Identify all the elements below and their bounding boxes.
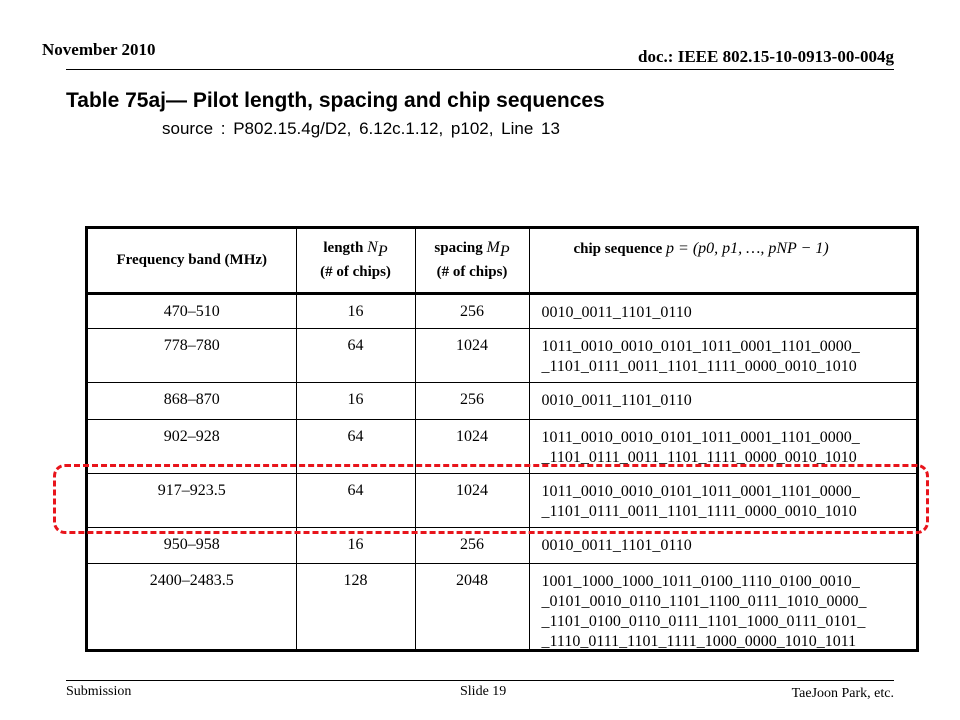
cell-length: 16 — [296, 382, 415, 419]
chip-sequence-line: 0010_0011_1101_0110 — [541, 536, 692, 554]
header-length-unit: (# of chips) — [320, 264, 391, 281]
chip-sequence-line: _1101_0111_0011_1101_1111_0000_0010_1010 — [541, 502, 857, 520]
header-doc-id: doc.: IEEE 802.15-10-0913-00-004g — [638, 47, 894, 66]
header-divider — [66, 69, 894, 70]
footer-author: TaeJoon Park, etc. — [791, 686, 894, 701]
header-chip-formula: p = (p0, p1, …, pNP − 1) — [666, 240, 829, 257]
cell-chip-sequence — [529, 382, 916, 419]
header-chip-sequence — [529, 229, 916, 293]
cell-spacing: 1024 — [415, 473, 529, 527]
header-chip-label: chip sequence — [573, 241, 663, 257]
table-row — [88, 563, 916, 652]
cell-length: 16 — [296, 527, 415, 563]
header-spacing-label: spacing — [434, 240, 483, 257]
table-row — [88, 382, 916, 419]
header-date: November 2010 — [42, 40, 156, 59]
header-frequency-band: Frequency band (MHz) — [88, 229, 296, 293]
cell-length: 16 — [296, 293, 415, 328]
chip-sequence-line: _1110_0111_1101_1111_1000_0000_1010_1011 — [541, 632, 857, 650]
chip-sequence-line: _1101_0100_0110_0111_1101_1000_0111_0101_ — [541, 612, 866, 630]
highlight-box — [53, 464, 929, 534]
chip-sequence-line: _1101_0111_0011_1101_1111_0000_0010_1010 — [541, 357, 857, 375]
footer-slide-number: Slide 19 — [460, 684, 507, 699]
cell-frequency-band: 778–780 — [88, 328, 296, 382]
chip-sequence-line: 1011_0010_0010_0101_1011_0001_1101_0000_ — [541, 482, 860, 500]
cell-length: 64 — [296, 473, 415, 527]
cell-chip-sequence — [529, 328, 916, 382]
cell-chip-sequence — [529, 293, 916, 328]
header-length-symbol: N — [367, 239, 378, 257]
chip-sequence-line: 0010_0011_1101_0110 — [541, 391, 692, 409]
slide-source: source : P802.15.4g/D2, 6.12c.1.12, p102, Line 13 — [162, 119, 560, 138]
cell-spacing: 1024 — [415, 328, 529, 382]
header-length-label: length — [323, 240, 364, 257]
cell-frequency-band: 470–510 — [88, 293, 296, 328]
cell-frequency-band: 902–928 — [88, 419, 296, 473]
table-row — [88, 293, 916, 328]
slide-title: Table 75aj— Pilot length, spacing and chip sequences — [66, 89, 605, 112]
header-spacing-subscript: P — [499, 243, 510, 261]
footer-divider — [66, 680, 894, 681]
chip-sequence-line: 1011_0010_0010_0101_1011_0001_1101_0000_ — [541, 337, 860, 355]
chip-sequence-line: 1001_1000_1000_1011_0100_1110_0100_0010_ — [541, 572, 860, 590]
cell-spacing: 256 — [415, 527, 529, 563]
cell-length: 64 — [296, 328, 415, 382]
header-length — [296, 229, 415, 293]
cell-chip-sequence — [529, 563, 916, 652]
table-header-row — [88, 229, 916, 293]
cell-frequency-band: 868–870 — [88, 382, 296, 419]
cell-spacing: 256 — [415, 293, 529, 328]
chip-sequence-line: _0101_0010_0110_1101_1100_0111_1010_0000_ — [541, 592, 867, 610]
header-length-subscript: P — [377, 243, 388, 261]
cell-spacing: 256 — [415, 382, 529, 419]
header-spacing — [415, 229, 529, 293]
table-row — [88, 328, 916, 382]
header-spacing-symbol: M — [486, 239, 500, 257]
header-spacing-unit: (# of chips) — [436, 264, 508, 281]
chip-sequence-line: _1101_0111_0011_1101_1111_0000_0010_1010 — [541, 448, 857, 466]
footer-submission: Submission — [66, 684, 132, 699]
cell-spacing: 1024 — [415, 419, 529, 473]
cell-frequency-band: 917–923.5 — [88, 473, 296, 527]
cell-spacing: 2048 — [415, 563, 529, 652]
chip-sequence-line: 0010_0011_1101_0110 — [541, 303, 692, 321]
cell-frequency-band: 950–958 — [88, 527, 296, 563]
cell-length: 64 — [296, 419, 415, 473]
chip-sequence-line: 1011_0010_0010_0101_1011_0001_1101_0000_ — [541, 428, 860, 446]
pilot-table — [85, 226, 919, 652]
cell-length: 128 — [296, 563, 415, 652]
cell-frequency-band: 2400–2483.5 — [88, 563, 296, 652]
